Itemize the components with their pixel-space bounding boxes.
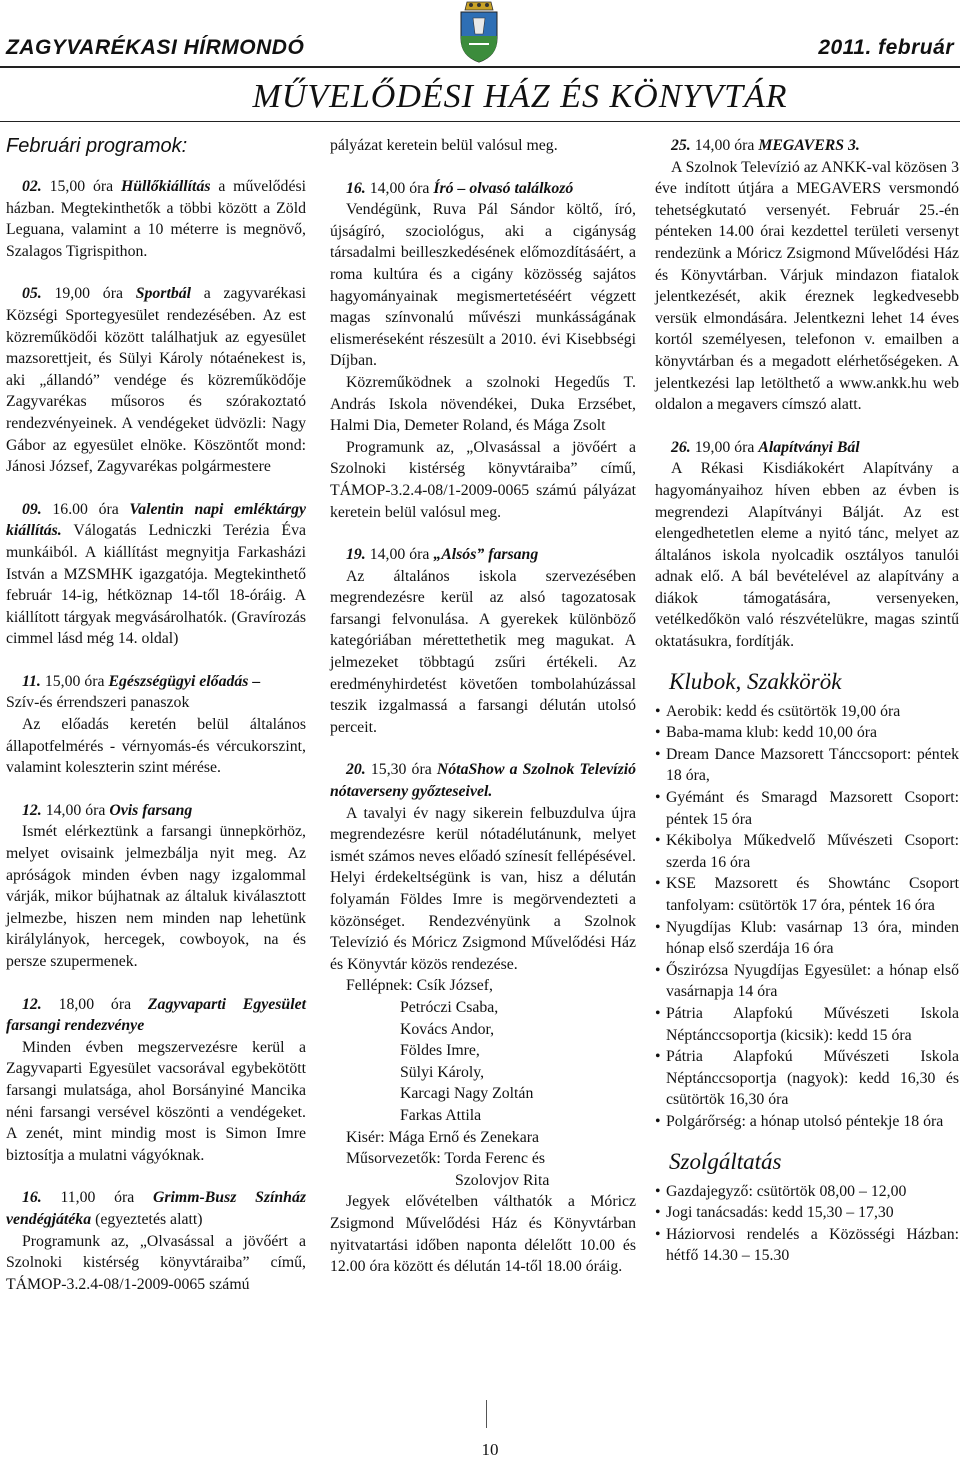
event-16b-p3: Programunk az, „Olvasással a jövőért a Szolnoki kistérség könyvtáraiba” című, TÁMOP-3.2.4-08/1-2009-0065 számú pályázat keretein belül valósul meg. <box>330 438 636 521</box>
page-number: 10 <box>481 1440 499 1459</box>
clubs-list <box>655 701 959 1133</box>
newspaper-title: ZAGYVARÉKASI HÍRMONDÓ <box>6 36 305 59</box>
performer: Sülyi Károly, <box>400 1063 485 1081</box>
event-20: 20. 15,30 óra NótaShow a Szolnok Televízió nótaverseny győzteseivel. <box>330 761 637 801</box>
performer: Kovács Andor, <box>400 1020 495 1038</box>
event-02: 02. 15,00 óra Hüllőkiállítás a művelődési házban. Megtekinthetők a többi között a Zöld Leguana, valamint a 10 méterre is megnövő, Szalagos Tigrispithon. <box>6 178 306 260</box>
list-item: • Baba-mama klub: kedd 10,00 óra <box>655 722 959 744</box>
event-26-body: A Rékasi Kisdiákokért Alapítvány a hagyományaihoz híven ebben az évben is megrendezi Alapítványi Bálját. Az est elengedhetetlen eleme a nyitó tánc, melyet az általános iskola nyolcadik osztályos tanulói adnak elő. A bál bevételével az alapítvány a diákok támogatására, versenyeken, vetélkedőkön való részvételükre, magas szintű oktatásukra, fordítják. <box>655 460 959 651</box>
event-12b: 12. 18,00 óra Zagyvaparti Egyesület farsangi rendezvénye <box>6 995 306 1035</box>
list-item: • Háziorvosi rendelés a Közösségi Házban: hétfő 14.30 – 15.30 <box>655 1224 959 1267</box>
event-16-body: Programunk az, „Olvasással a jövőért a Szolnoki kistérség könyvtáraiba” című, TÁMOP-3.2.4-08/1-2009-0065 számú <box>6 1232 306 1293</box>
list-item: • Őszirózsa Nyugdíjas Egyesület: a hónap első vasárnapja 14 óra <box>655 960 959 1003</box>
column-3 <box>655 135 959 1267</box>
continued-text: pályázat keretein belül valósul meg. <box>330 137 558 154</box>
event-11-subtitle: Szív-és érrendszeri panaszok <box>6 694 190 712</box>
services-list <box>655 1181 959 1267</box>
list-item: • Dream Dance Mazsorett Tánccsoport: péntek 18 óra, <box>655 744 959 787</box>
performer: Farkas Attila <box>400 1106 482 1124</box>
performers-label: Fellépnek: Csík József, <box>346 977 493 995</box>
services-heading: Szolgáltatás <box>669 1148 782 1174</box>
list-item: • Polgárőrség: a hónap utolsó péntekje 18 óra <box>655 1111 959 1133</box>
section-rule <box>0 121 960 122</box>
event-16: 16. 11,00 óra Grimm-Busz Színház vendégjátéka (egyeztetés alatt) <box>6 1189 307 1228</box>
event-19-body: Az általános iskola szervezésében megrendezésre kerül az alsó tagozatosak farsangi felvonulása. A gyerekek különböző kategóriában mérettethetik meg magukat. A jelmezeket többtagú zsűri értékeli. Az eredményhirdetést követően tombolahúzással teszik izgalmassá a farsangi délután utolsó perceit. <box>330 567 636 736</box>
event-16b: 16. 14,00 óra Író – olvasó találkozó <box>346 179 574 197</box>
hosts-2: Szolovjov Rita <box>455 1171 550 1189</box>
header-rule <box>0 66 960 68</box>
hosts: Műsorvezetők: Torda Ferenc és <box>346 1150 546 1168</box>
event-11: 11. 15,00 óra Egészségügyi előadás – <box>22 672 261 690</box>
list-item: • KSE Mazsorett és Showtánc Csoport tanfolyam: csütörtök 17 óra, péntek 16 óra <box>655 873 959 916</box>
event-05: 05. 19,00 óra Sportbál a zagyvarékasi Községi Sportegyesület rendezésében. Az est közreműködői között találhatjuk az egyesület mazsorettjeit, és Sülyi Károly nótaénekest is, aki „állandó” vendége és közreműködője Zagyvarékas műsoros és szórakoztató rendezvényeinek. A vendégeket üdvözli: Nagy Gábor az egyesület elnöke. Köszöntőt mond: Jánosi József, Zagyvarékas polgármestere <box>6 285 306 476</box>
list-item: • Kékibolya Műkedvelő Művészeti Csoport: szerda 16 óra <box>655 830 959 873</box>
programs-heading: Februári programok: <box>6 135 188 157</box>
list-item: • Pátria Alapfokú Művészeti Iskola Néptánccsoportja (kicsik): kedd 15 óra <box>655 1003 959 1046</box>
section-title: MŰVELŐDÉSI HÁZ ÉS KÖNYVTÁR <box>252 78 788 115</box>
clubs-heading: Klubok, Szakkörök <box>669 668 842 694</box>
event-25-body: A Szolnok Televízió az ANKK-val közösen 3 éve indított útjára a MEGAVERS versmondó tehetségkutató versenyét. Február 25.-én pénteken 14.00 órai kezdettel területi versenyt rendezünk a Móricz Zsigmond Művelődési Ház és Könyvtárban. Várjuk mindazon fiatalok jelentkezését, akik éreznek legkedvesebb versük elmondására. Jelentkezni lehet 14 éves kortól személyesen, telefonon v. emailben a könyvtárban és a megadott elérhetőségeken. A jelentkezési lap letölthető a www.ankk.hu web oldalon a megavers címszó alatt. <box>655 158 959 414</box>
performers-list <box>330 975 636 1191</box>
column-1 <box>6 135 306 1295</box>
event-16b-p2: Közreműködnek a szolnoki Hegedűs T. András Iskola növendékei, Duka Erzsébet, Halmi Dia, Demeter Roland, és Mága Zsolt <box>330 373 636 435</box>
page-header <box>0 0 960 70</box>
coat-of-arms-icon <box>453 0 505 64</box>
performer: Petróczi Csaba, <box>400 998 499 1016</box>
list-item: • Jogi tanácsadás: kedd 15,30 – 17,30 <box>655 1202 959 1224</box>
event-25: 25. 14,00 óra MEGAVERS 3. <box>671 137 860 154</box>
list-item: • Aerobik: kedd és csütörtök 19,00 óra <box>655 701 959 723</box>
list-item: • Gyémánt és Smaragd Mazsorett Csoport: péntek 15 óra <box>655 787 959 830</box>
event-12b-body: Minden évben megszervezésre kerül a Zagyvaparti Egyesület vacsorával egybekötött farsangi mulatsága, ahol Borsányiné Mancika néni farsangi versével köszönti a vendégeket. A zenét, mint mindig most is Simon Imre biztosítja a mulatni vágyóknak. <box>6 1038 306 1164</box>
event-20-body: A tavalyi év nagy sikerein felbuzdulva újra megrendezésre kerül nótadélutánunk, melyet ismét számos neves előadó színesít fellépésével. Helyi érdekeltségünk is van, hisz a délután folyamán Földes Imre is megörvendezteti a közönséget. Rendezvényünk a Szolnok Televízió és Móricz Zsigmond Művelődési Ház és Könyvtár közös rendezése. <box>330 804 636 973</box>
event-12a-body: Ismét elérkeztünk a farsangi ünnepkörhöz, melyet ovisaink jelmezbálja nyit meg. Az apróságok minden évben nagy izgalommal várják, mikor bújhatnak az általuk kiválasztott jelmezbe, hiszen nem minden nap lehetünk királylányok, hercegek, cowboyok, na és persze szupermenek. <box>6 823 306 970</box>
accompaniment: Kisér: Mága Ernő és Zenekara <box>346 1128 539 1146</box>
footer-divider <box>486 1400 487 1428</box>
ticket-info: Jegyek elővételben válthatók a Móricz Zsigmond Művelődési Ház és Könyvtárban nyitvatartási időben naponta délelőtt 10.00 és 12.00 óra között és délután 14-től 18.00 óráig. <box>330 1193 636 1276</box>
event-19: 19. 14,00 óra „Alsós” farsang <box>346 546 539 564</box>
event-09: 09. 16.00 óra Valentin napi emléktárgy kiállítás. Válogatás Ledniczki Terézia Éva munkáiból. A kiállítást megnyitja Farkasházi István a MZSMHK igazgatója. Megtekinthető február 14-ig, hétköznap 14-től 18-óráig. A kiállított tárgyak megvásárolhatók. (Gravírozás cimmel lásd még 14. oldal) <box>6 500 307 648</box>
performer: Karcagi Nagy Zoltán <box>400 1085 534 1103</box>
list-item: • Gazdajegyző: csütörtök 08,00 – 12,00 <box>655 1181 959 1203</box>
list-item: • Nyugdíjas Klub: vasárnap 13 óra, minden hónap első szerdája 16 óra <box>655 917 959 960</box>
event-11-body: Az előadás keretén belül általános állapotfelmérés - vérnyomás-és vércukorszint, valamint koleszterin szint mérése. <box>6 716 306 777</box>
event-12a: 12. 14,00 óra Ovis farsang <box>22 801 193 819</box>
event-26: 26. 19,00 óra Alapítványi Bál <box>671 438 860 456</box>
column-2 <box>330 135 636 1278</box>
issue-date: 2011. február <box>818 36 954 59</box>
performer: Földes Imre, <box>400 1042 480 1060</box>
list-item: • Pátria Alapfokú Művészeti Iskola Néptánccsoportja (nagyok): kedd 16,30 és csütörtök 16,30 óra <box>655 1046 959 1111</box>
event-16b-p1: Vendégünk, Ruva Pál Sándor költő, író, újságíró, szociológus, aki a cigányság társadalmi beilleszkedésének előmozdításáért, a roma kultúra és a cigány közösség sajátos hagyományainak megismertetéséért végzett magas színvonalú művészi munkásságának elismeréseként részesült a 2010. évi Kisebbségi Díjban. <box>330 201 636 370</box>
